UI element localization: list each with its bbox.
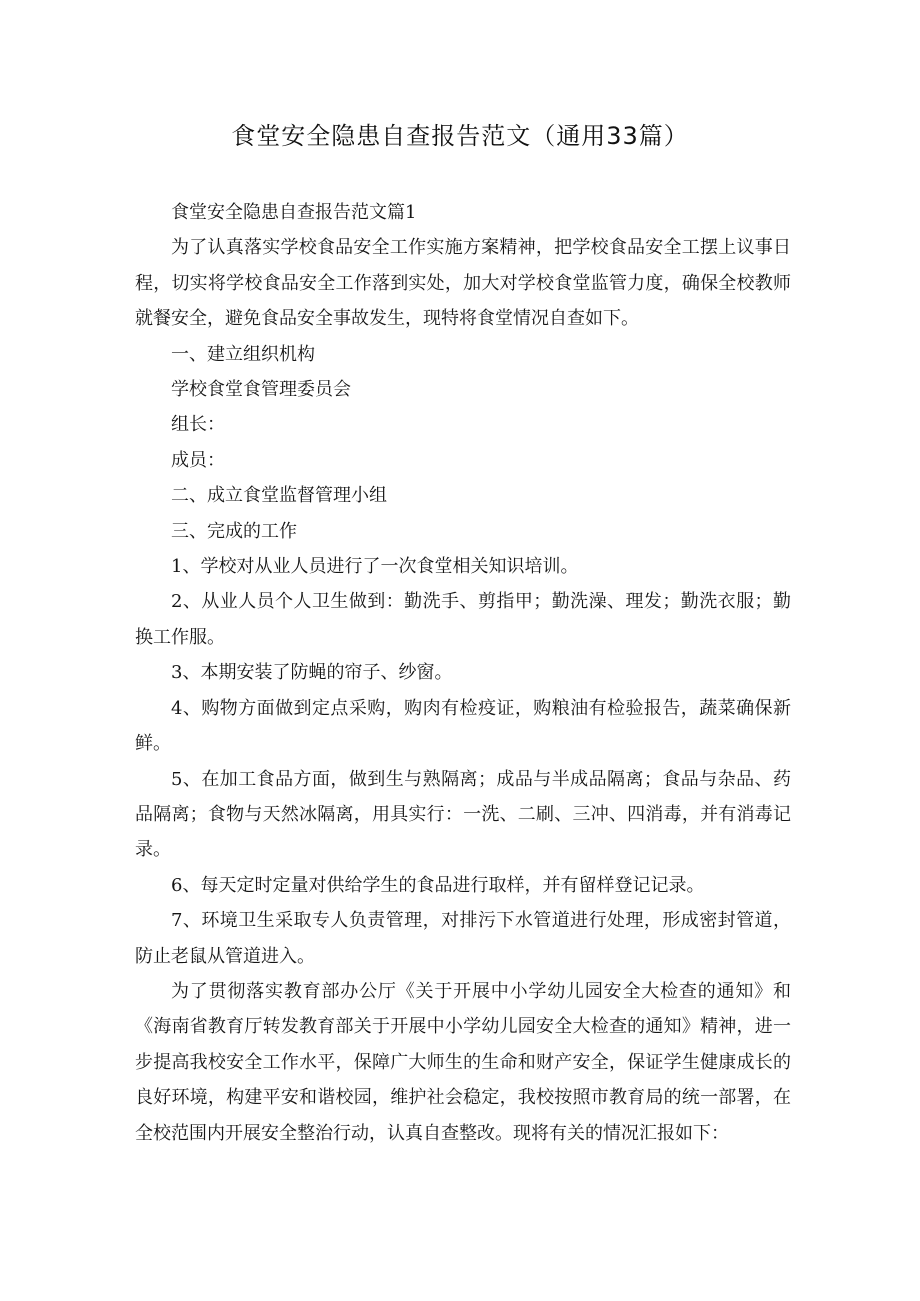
list-item: 6、每天定时定量对供给学生的食品进行取样，并有留样登记记录。	[171, 874, 705, 896]
list-item: 4、购物方面做到定点采购，购肉有检疫证，购粮油有检验报告，蔬菜确保新鲜。	[135, 697, 791, 755]
section-heading: 二、成立食堂监督管理小组	[171, 485, 387, 507]
document-body	[135, 195, 791, 1151]
body-paragraph: 组长：	[171, 414, 225, 436]
document-title: 食堂安全隐患自查报告范文（通用33篇）	[231, 122, 689, 150]
body-paragraph: 学校食堂食管理委员会	[171, 379, 351, 401]
list-item: 1、学校对从业人员进行了一次食堂相关知识培训。	[171, 556, 579, 578]
list-item: 3、本期安装了防蝇的帘子、纱窗。	[171, 662, 453, 684]
section-heading: 食堂安全隐患自查报告范文篇1	[171, 202, 417, 223]
body-paragraph: 为了认真落实学校食品安全工作实施方案精神，把学校食品安全工摆上议事日程，切实将学校食品安全工作落到实处，加大对学校食堂监管力度，确保全校教师就餐安全，避免食品安全事故发生，现特将食堂情况自查如下。	[135, 237, 791, 330]
list-item: 2、从业人员个人卫生做到：勤洗手、剪指甲；勤洗澡、理发；勤洗衣服；勤换工作服。	[135, 591, 791, 648]
body-paragraph: 为了贯彻落实教育部办公厅《关于开展中小学幼儿园安全大检查的通知》和《海南省教育厅转发教育部关于开展中小学幼儿园安全大检查的通知》精神，进一步提高我校安全工作水平，保障广大师生的生命和财产安全，保证学生健康成长的良好环境，构建平安和谐校园，维护社会稳定，我校按照市教育局的统一部署，在全校范围内开展安全整治行动，认真自查整改。现将有关的情况汇报如下：	[135, 980, 791, 1144]
list-item: 7、环境卫生采取专人负责管理，对排污下水管道进行处理，形成密封管道，防止老鼠从管道进入。	[135, 910, 791, 967]
body-paragraph: 成员：	[171, 449, 225, 471]
section-heading: 一、建立组织机构	[171, 343, 315, 365]
list-item: 5、在加工食品方面，做到生与熟隔离；成品与半成品隔离；食品与杂品、药品隔离；食物与天然冰隔离，用具实行：一洗、二刷、三冲、四消毒，并有消毒记录。	[135, 768, 791, 861]
section-heading: 三、完成的工作	[171, 520, 297, 542]
